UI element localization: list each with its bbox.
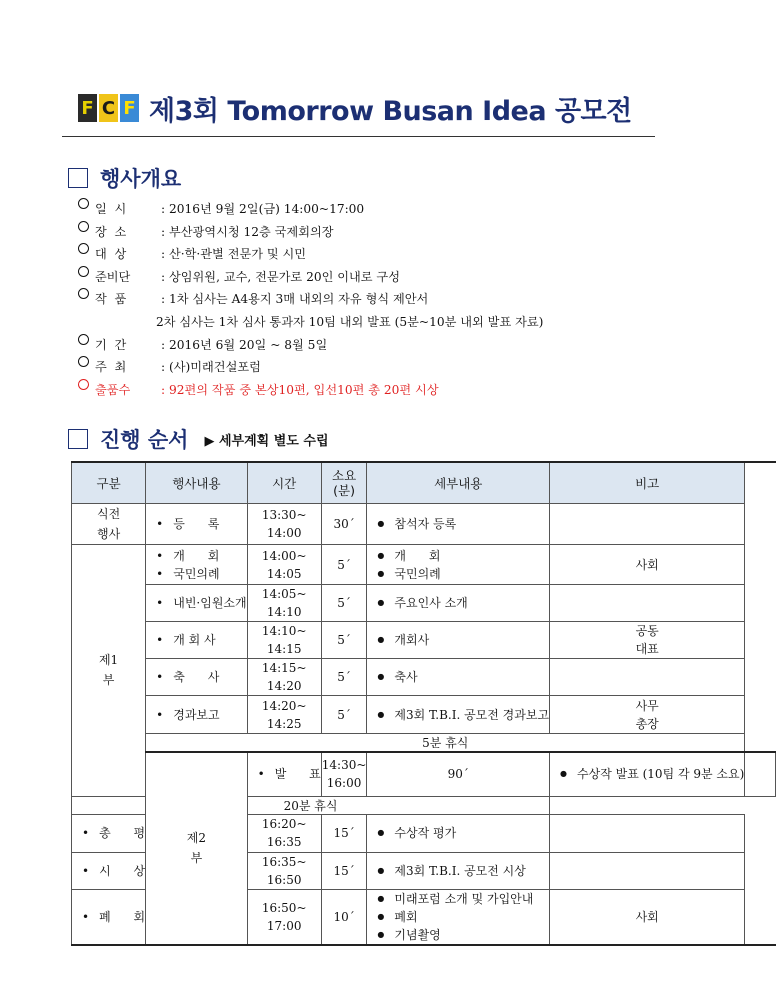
item-cell	[146, 622, 247, 659]
table-row	[72, 585, 776, 622]
logo-block	[78, 94, 97, 122]
item-cell	[72, 852, 146, 889]
break-cell: 5분 휴식	[146, 734, 745, 753]
note-cell	[550, 814, 745, 852]
note-cell	[550, 504, 745, 545]
note-cell	[550, 622, 745, 659]
detail-text: ● 개회사	[377, 631, 549, 649]
break-cell: 20분 휴식	[72, 796, 550, 814]
time-start: 14:05~	[261, 587, 307, 601]
circle-bullet-icon	[78, 266, 89, 277]
detail-text: ● 참석자 등록	[377, 515, 549, 533]
table-row	[72, 752, 776, 796]
detail-text: ● 주요인사 소개	[377, 594, 549, 612]
logo	[78, 94, 139, 122]
time-start: 14:00~	[261, 548, 307, 563]
detail-text: ● 수상작 평가	[377, 824, 549, 842]
time-cell	[247, 504, 321, 545]
note-cell	[550, 696, 745, 734]
item-cell	[146, 696, 247, 734]
overview-label: 작 품	[95, 292, 127, 307]
detail-cell	[367, 545, 550, 585]
title-divider	[62, 136, 655, 137]
title-row	[78, 88, 632, 128]
time-start: 14:10~	[261, 624, 307, 638]
overview-item	[78, 221, 543, 244]
circle-bullet-icon	[78, 221, 89, 232]
detail-text: ● 폐회	[377, 908, 549, 926]
detail-text: ● 기념촬영	[377, 926, 549, 944]
table-header-row	[72, 462, 776, 504]
detail-cell	[367, 622, 550, 659]
detail-text: ● 국민의례	[377, 565, 549, 583]
detail-text: ● 제3회 T.B.I. 공모전 경과보고	[377, 706, 549, 724]
note-cell	[550, 545, 745, 585]
item-text: • 경과보고	[156, 706, 246, 724]
duration-cell: 5´	[321, 696, 367, 734]
circle-bullet-icon	[78, 288, 89, 299]
duration-cell: 10´	[321, 889, 367, 945]
time-cell	[247, 814, 321, 852]
item-cell	[146, 545, 247, 585]
overview-value: : (사)미래건설포럼	[161, 360, 261, 375]
item-text: • 개 회	[156, 547, 246, 565]
overview-item	[78, 334, 543, 357]
column-header: 시간	[247, 462, 321, 504]
overview-value: : 92편의 작품 중 본상10편, 입선10편 총 20편 시상	[161, 382, 439, 397]
item-text: • 내빈·임원소개	[156, 594, 246, 612]
time-start: 16:50~	[261, 900, 307, 915]
time-start: 14:20~	[261, 698, 307, 713]
time-end: 16:00	[326, 776, 362, 791]
detail-text: ● 개 회	[377, 547, 549, 565]
overview-label: 일 시	[95, 202, 127, 216]
time-cell	[247, 545, 321, 585]
overview-label: 대 상	[95, 247, 127, 262]
duration-cell: 5´	[321, 585, 367, 622]
overview-label: 기 간	[95, 337, 127, 352]
logo-letter: F	[123, 98, 136, 119]
note-text: 사회	[635, 557, 659, 572]
section-title: 진행 순서	[100, 428, 189, 452]
item-text: • 시 상	[82, 862, 145, 880]
column-header: 구분	[72, 462, 146, 504]
circle-bullet-icon	[78, 334, 89, 345]
overview-label: 주 최	[95, 360, 127, 375]
checkbox-square-icon	[68, 168, 88, 188]
break-row	[72, 796, 776, 814]
overview-item	[78, 288, 543, 311]
overview-continuation: 2차 심사는 1차 심사 통과자 10팀 내외 발표 (5분~10분 내외 발표 자료)	[156, 314, 544, 329]
item-cell	[146, 659, 247, 696]
item-text: • 총 평	[82, 824, 145, 842]
detail-cell	[367, 659, 550, 696]
overview-item	[78, 266, 543, 289]
time-start: 13:30~	[261, 508, 307, 522]
table-row	[72, 659, 776, 696]
time-cell	[247, 889, 321, 945]
detail-text: ● 미래포럼 소개 및 가입안내	[377, 890, 549, 908]
detail-cell	[367, 814, 550, 852]
time-end: 14:10	[266, 605, 302, 619]
time-start: 14:15~	[261, 661, 307, 675]
time-end: 14:05	[266, 566, 302, 581]
time-end: 16:50	[266, 872, 302, 887]
note-cell	[550, 889, 745, 945]
column-header: 소요(분)	[321, 462, 367, 504]
checkbox-square-icon	[68, 429, 88, 449]
table-row	[72, 622, 776, 659]
time-end: 17:00	[266, 918, 302, 933]
note-text: 사무총장	[635, 698, 659, 731]
overview-item	[78, 379, 543, 402]
detail-text: ● 제3회 T.B.I. 공모전 시상	[377, 862, 549, 880]
item-cell	[146, 504, 247, 545]
item-text: • 등 록	[156, 515, 246, 533]
overview-list	[78, 198, 543, 401]
overview-label: 준비단	[95, 269, 131, 284]
time-cell	[247, 852, 321, 889]
item-cell	[247, 752, 321, 796]
duration-cell: 90´	[367, 752, 550, 796]
duration-cell: 5´	[321, 659, 367, 696]
time-start: 16:20~	[261, 817, 307, 831]
time-cell	[247, 659, 321, 696]
item-cell	[72, 814, 146, 852]
time-end: 14:25	[266, 716, 302, 731]
item-text: • 국민의례	[156, 565, 246, 583]
overview-label: 출품수	[95, 382, 131, 397]
logo-block	[99, 94, 118, 122]
circle-bullet-icon	[78, 243, 89, 254]
duration-cell: 5´	[321, 545, 367, 585]
column-header: 세부내용	[367, 462, 550, 504]
table-row	[72, 504, 776, 545]
table-row	[72, 545, 776, 585]
overview-value: : 2016년 6월 20일 ~ 8월 5일	[161, 337, 328, 352]
part-label: 식전행사	[96, 507, 121, 541]
note-cell	[550, 852, 745, 889]
note-text: 공동대표	[635, 624, 659, 656]
time-cell	[321, 752, 367, 796]
item-text: • 발 표	[258, 765, 321, 783]
note-cell	[550, 659, 745, 696]
time-start: 16:35~	[261, 854, 307, 869]
time-end: 14:20	[266, 679, 302, 693]
section-title: 행사개요	[100, 167, 182, 191]
detail-cell	[367, 696, 550, 734]
overview-item	[78, 243, 543, 266]
section-heading	[68, 424, 329, 454]
duration-cell: 15´	[321, 814, 367, 852]
time-end: 16:35	[266, 835, 302, 849]
duration-cell: 15´	[321, 852, 367, 889]
detail-cell	[367, 889, 550, 945]
time-start: 14:30~	[321, 758, 367, 773]
part-label: 제2부	[186, 831, 206, 866]
time-cell	[247, 696, 321, 734]
section-heading	[68, 163, 181, 193]
part-cell	[146, 752, 247, 945]
note-cell	[550, 585, 745, 622]
overview-value: : 2016년 9월 2일(금) 14:00~17:00	[161, 202, 365, 216]
part-cell	[72, 504, 146, 545]
page-title: 제3회 Tomorrow Busan Idea 공모전	[149, 95, 632, 127]
column-header: 행사내용	[146, 462, 247, 504]
overview-item	[78, 356, 543, 379]
section-note: ▶ 세부계획 별도 수립	[204, 433, 329, 449]
item-text: • 폐 회	[82, 908, 145, 926]
detail-cell	[550, 752, 745, 796]
circle-bullet-icon	[78, 356, 89, 367]
item-text: • 개 회 사	[156, 631, 246, 649]
detail-cell	[367, 504, 550, 545]
break-row	[72, 734, 776, 753]
schedule-table	[71, 461, 776, 946]
detail-text: ● 축사	[377, 668, 549, 686]
part-label: 제1부	[98, 653, 119, 688]
overview-value: : 1차 심사는 A4용지 3매 내외의 자유 형식 제안서	[161, 292, 429, 307]
detail-cell	[367, 585, 550, 622]
item-cell	[146, 585, 247, 622]
note-text: 사회	[635, 909, 659, 924]
circle-bullet-icon	[78, 379, 89, 390]
item-cell	[72, 889, 146, 945]
time-cell	[247, 585, 321, 622]
logo-letter: F	[81, 98, 94, 119]
logo-letter: C	[101, 98, 116, 119]
table-row	[72, 696, 776, 734]
overview-value: : 상임위원, 교수, 전문가로 20인 이내로 구성	[161, 269, 400, 284]
circle-bullet-icon	[78, 198, 89, 209]
detail-text: ● 수상작 발표 (10팀 각 9분 소요)	[560, 765, 744, 783]
logo-block	[120, 94, 139, 122]
item-text: • 축 사	[156, 668, 246, 686]
part-cell	[72, 545, 146, 797]
overview-label: 장 소	[95, 224, 127, 239]
overview-value: : 부산광역시청 12층 국제회의장	[161, 224, 334, 239]
overview-item	[78, 198, 543, 221]
time-cell	[247, 622, 321, 659]
time-end: 14:00	[266, 526, 302, 540]
duration-cell: 5´	[321, 622, 367, 659]
time-end: 14:15	[266, 642, 302, 656]
note-cell	[745, 752, 776, 796]
duration-cell: 30´	[321, 504, 367, 545]
overview-value: : 산·학·관별 전문가 및 시민	[161, 247, 307, 262]
detail-cell	[367, 852, 550, 889]
column-header: 비고	[550, 462, 745, 504]
